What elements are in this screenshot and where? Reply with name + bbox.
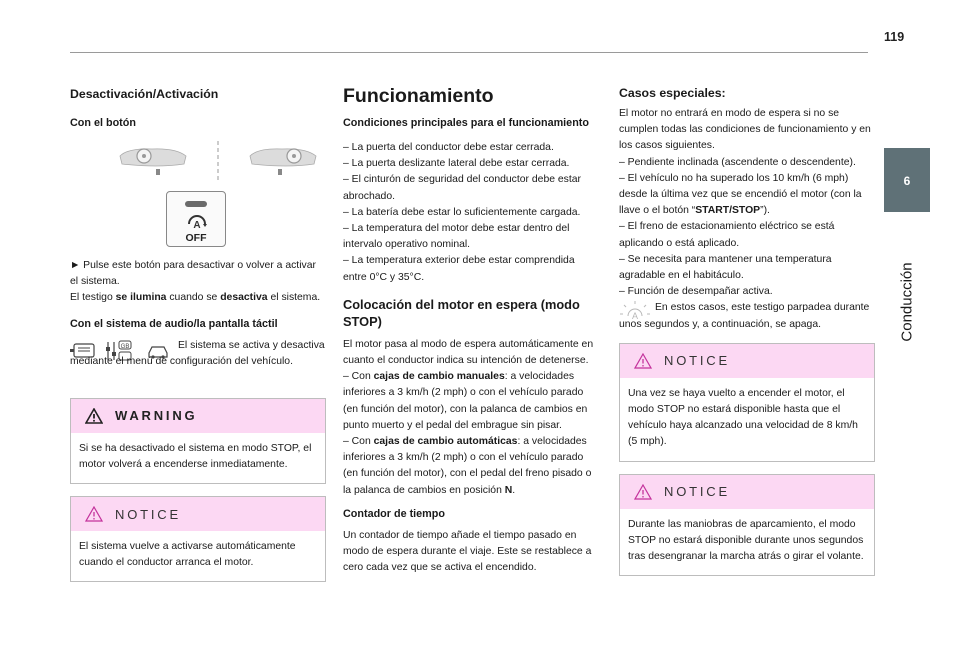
subheading-button: Con el botón: [70, 117, 136, 129]
column-right: [619, 80, 875, 576]
notice-text-right-1: Una vez se haya vuelto a encender el motor, el modo STOP no estará disponible hasta que el vehículo haya alcanzado una velocidad de 8 km/h (5 mph).: [628, 387, 858, 448]
chapter-number: 6: [903, 174, 911, 188]
list-item: – La temperatura del motor debe estar dentro del intervalo operativo nominal.: [343, 223, 570, 251]
list-item: – Se necesita para mantener una temperatura agradable en el habitáculo.: [619, 253, 832, 282]
chapter-label: Conducción: [898, 262, 916, 342]
list-item: – La batería debe estar lo suficientemente cargada.: [343, 206, 581, 218]
subheading-audio: Con el sistema de audio/la pantalla táctil: [70, 317, 278, 330]
warning-box: [70, 398, 326, 484]
notice-label-right-2: NOTICE: [664, 484, 730, 500]
warning-text: Si se ha desactivado el sistema en modo STOP, el motor volverá a encenderse inmediatamente.: [79, 442, 312, 470]
list-item: – La temperatura exterior debe estar comprendida entre 0°C y 35°C.: [343, 255, 575, 283]
page-number: 119: [884, 30, 905, 44]
dashboard-illustration: [118, 141, 326, 181]
notice-box-right-1: [619, 343, 875, 462]
column-middle: [343, 80, 601, 576]
audio-block: [70, 340, 326, 388]
warning-triangle-icon: [85, 408, 103, 424]
svg-text:A: A: [631, 311, 639, 322]
notice-triangle-icon: [634, 484, 652, 500]
section-title-deactivation: Desactivación/Activación: [70, 87, 219, 101]
column-left: [70, 80, 326, 582]
warning-label: WARNING: [115, 408, 198, 424]
conditions-list: [343, 140, 601, 286]
notice-box-right-2: [619, 474, 875, 577]
stop-mode-blinking-icon: [619, 300, 651, 324]
blink-text: En estos casos, este testigo parpadea durante unos segundos y, a continuación, se apaga.: [619, 302, 870, 330]
svg-text:A: A: [193, 220, 201, 231]
manual-gearbox-item: – Con cajas de cambio manuales: a velocidades inferiores a 3 km/h (2 mph) o con el vehículo parado (en función del motor), con la palanca de cambios en punto muerto y el pedal del embrague sin pisar.: [343, 371, 588, 431]
subheading-conditions: Condiciones principales para el funcionamiento: [343, 117, 589, 129]
list-item: – Pendiente inclinada (ascendente o descendente).: [619, 156, 856, 168]
dashboard-right-icon: [248, 144, 318, 178]
subheading-stop-mode: Colocación del motor en espera (modo STOP): [343, 296, 580, 329]
subheading-timer: Contador de tiempo: [343, 507, 445, 520]
auto-gearbox-item: – Con cajas de cambio automáticas: a velocidades inferiores a 3 km/h (2 mph) o con el vehículo parado (en función del motor), con el pedal del freno pisado o la palanca de cambios en posición N.: [343, 436, 592, 496]
blink-indicator-block: [619, 300, 875, 332]
list-item: – La puerta deslizante lateral debe estar cerrada.: [343, 158, 570, 170]
list-item: – Función de desempañar activa.: [619, 286, 773, 298]
notice-triangle-icon: [634, 353, 652, 369]
svg-text:GB: GB: [120, 343, 130, 350]
notice-triangle-icon: [85, 506, 103, 522]
section-title-special-cases: Casos especiales:: [619, 86, 726, 100]
list-item: – La puerta del conductor debe estar cerrada.: [343, 142, 554, 153]
stop-start-off-button-icon: [166, 191, 226, 247]
notice-label-right-1: NOTICE: [664, 353, 730, 369]
notice-box-left: [70, 496, 326, 582]
section-title-operation: Funcionamiento: [343, 85, 494, 107]
off-label: OFF: [185, 232, 207, 244]
special-intro: El motor no entrará en modo de espera si no se cumplen todas las condiciones de funcionamiento y en los casos siguientes.: [619, 108, 871, 152]
dashboard-left-icon: [118, 144, 188, 178]
list-item: – El cinturón de seguridad del conductor debe estar abrochado.: [343, 174, 581, 202]
notice-header-right-2: [620, 475, 874, 509]
auto-a-icon: [185, 212, 209, 234]
warning-header: [71, 399, 325, 433]
audio-text: El sistema se activa y desactiva mediante el menú de configuración del vehículo.: [70, 339, 325, 367]
list-item: – El freno de estacionamiento eléctrico se está aplicando o está aplicado.: [619, 221, 835, 249]
timer-text: Un contador de tiempo añade el tiempo pasado en modo de espera durante el viaje. Este se restablece a cero cada vez que se activa el encendido.: [343, 529, 592, 574]
notice-header-right-1: [620, 344, 874, 378]
notice-text-left: El sistema vuelve a activarse automáticamente cuando el conductor arranca el motor.: [79, 541, 296, 569]
divider-dashed-icon: [216, 141, 220, 181]
notice-header-left: [71, 497, 325, 531]
stop-intro: El motor pasa al modo de espera automáticamente en cuanto el conductor indica su intención de detenerse.: [343, 338, 594, 367]
button-instructions: ► Pulse este botón para desactivar o volver a activar el sistema. El testigo se ilumina cuando se desactiva el sistema.: [70, 260, 321, 304]
notice-text-right-2: Durante las maniobras de aparcamiento, el modo STOP no estará disponible durante unos segundos tras desengranar la marcha atrás o girar el volante.: [628, 518, 864, 563]
notice-label-left: NOTICE: [115, 506, 181, 522]
list-item: – El vehículo no ha superado los 10 km/h (6 mph) desde la última vez que se encendió el motor (con la llave o el botón “START/STOP”).: [619, 172, 862, 217]
header-rule: [70, 52, 868, 53]
